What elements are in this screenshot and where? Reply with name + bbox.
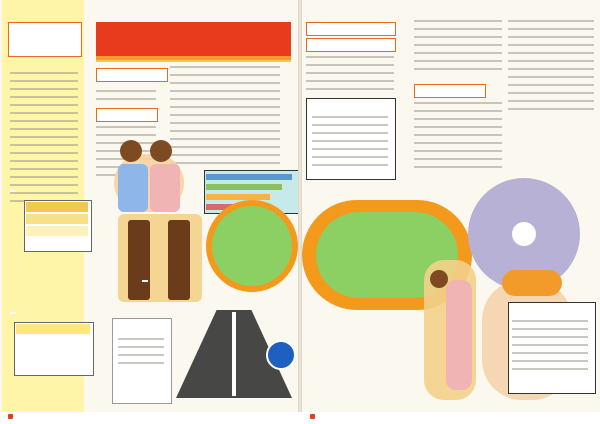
sidebar-subheading-box bbox=[8, 42, 82, 57]
section-heading-box bbox=[96, 68, 168, 82]
figure-caption bbox=[142, 280, 148, 282]
sidebar-heading-box bbox=[8, 22, 82, 44]
chart-1-label bbox=[10, 190, 16, 192]
right-page bbox=[302, 0, 600, 424]
footer-left bbox=[8, 414, 16, 420]
title-banner-stripe-2 bbox=[96, 60, 291, 62]
ranking-label bbox=[114, 320, 120, 322]
section-subheading-box bbox=[96, 108, 158, 122]
footer-right bbox=[310, 414, 318, 420]
chart-2-label bbox=[10, 312, 16, 314]
footer-strip bbox=[0, 412, 600, 424]
left-page bbox=[0, 0, 298, 424]
title-banner bbox=[96, 22, 291, 56]
